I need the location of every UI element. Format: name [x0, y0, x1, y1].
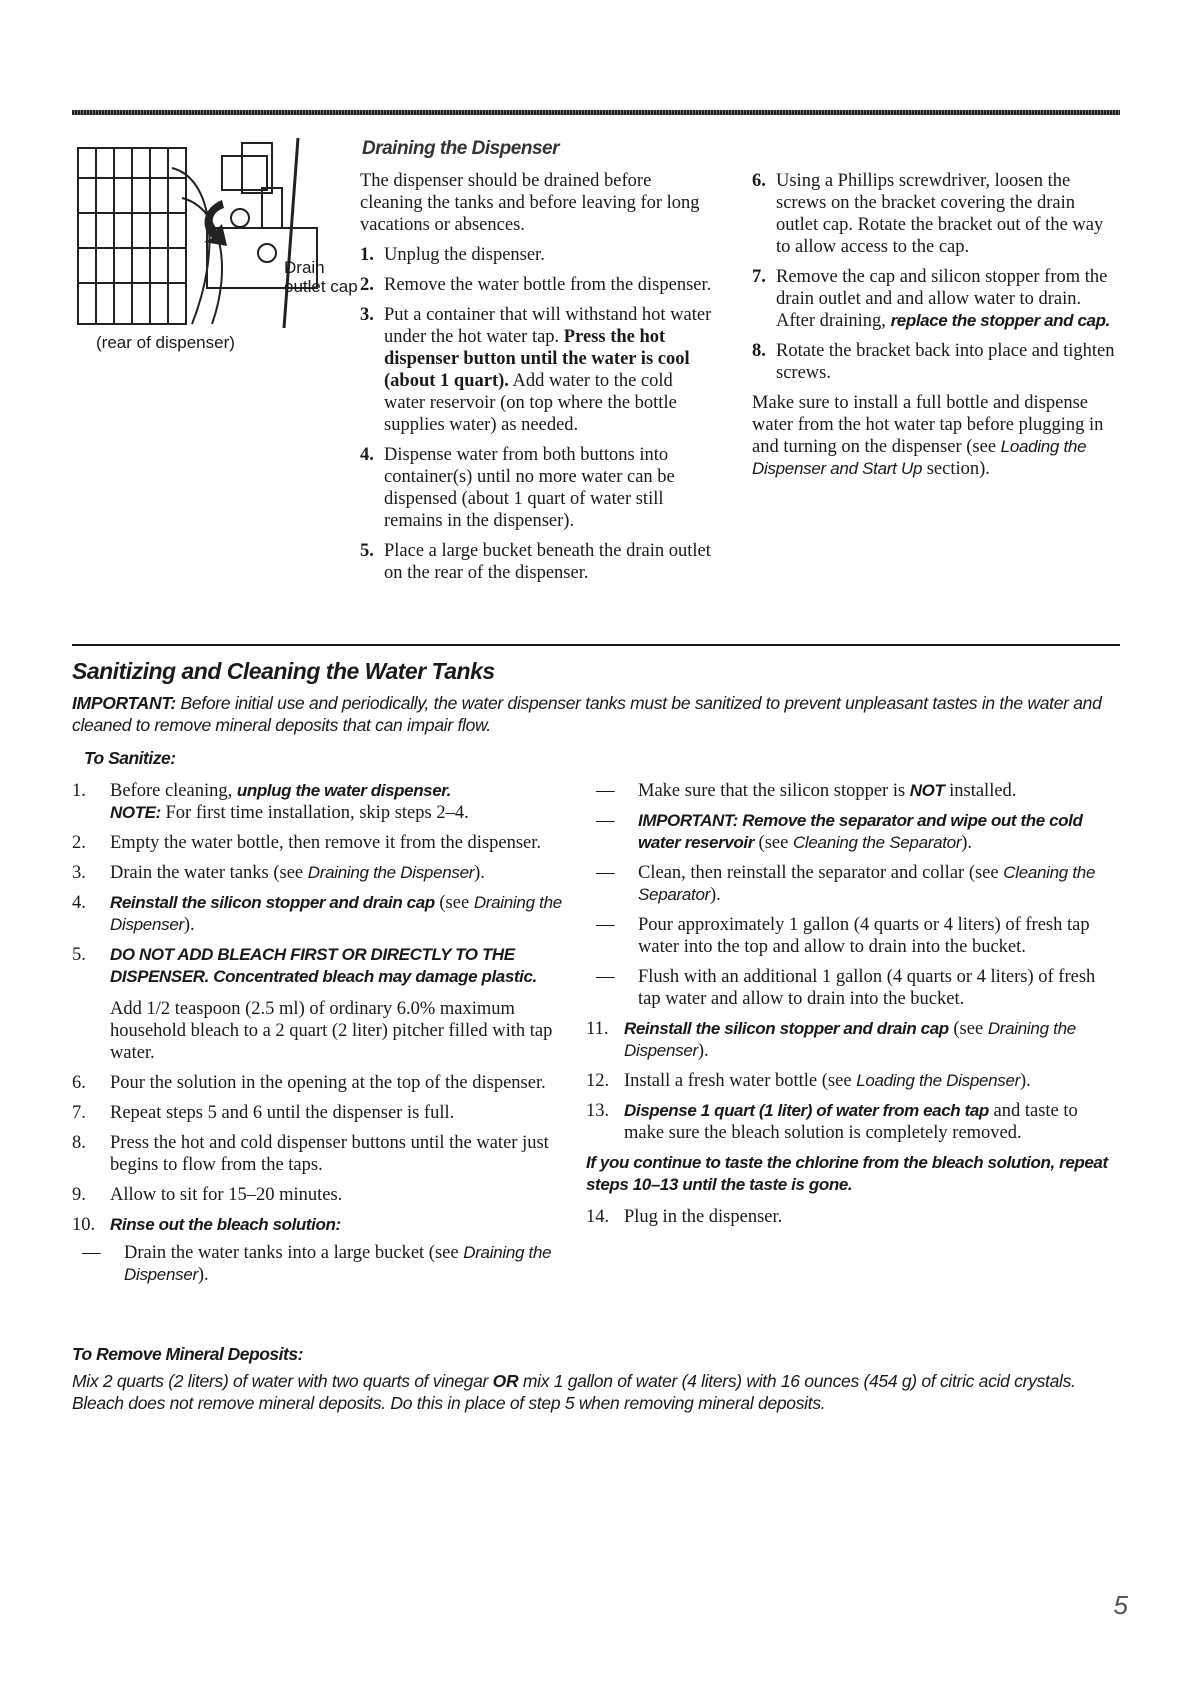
sanitize-step: 11. Reinstall the silicon stopper and drain cap (see Draining the Dispenser).	[586, 1019, 1076, 1061]
mineral-text: Mix 2 quarts (2 liters) of water with two quarts of vinegar OR mix 1 gallon of water (4 liters) with 16 ounces (454 g) of citric acid crystals. Bleach does not remove mineral deposits. Do this in place of step 5 when removing mineral deposits.	[72, 1371, 1076, 1413]
to-sanitize-heading: To Sanitize:	[84, 748, 176, 768]
draining-step: 7. Remove the cap and silicon stopper from the drain outlet and and allow water to drain. After draining, replace the stopper and cap.	[752, 267, 1110, 331]
sanitize-step: 1. Before cleaning, unplug the water dispenser. NOTE: For first time installation, skip steps 2–4.	[72, 781, 469, 823]
rinse-substep: — IMPORTANT: Remove the separator and wipe out the cold water reservoir (see Cleaning the Separator).	[596, 811, 1083, 853]
sanitize-step: 5. DO NOT ADD BLEACH FIRST OR DIRECTLY TO THE DISPENSER. Concentrated bleach may damage plastic. Add 1/2 teaspoon (2.5 ml) of ordinary 6.0% maximum household bleach to a 2 quart (2 liter) pitcher filled with tap water.	[72, 945, 553, 1063]
rinse-substep: — Flush with an additional 1 gallon (4 quarts or 4 liters) of fresh tap water and allow to drain into the bucket.	[596, 967, 1096, 1009]
sanitize-step: 14. Plug in the dispenser.	[586, 1207, 783, 1227]
sanitize-step: 2. Empty the water bottle, then remove it from the dispenser.	[72, 833, 542, 853]
sanitize-step: 10. Rinse out the bleach solution:	[72, 1215, 341, 1235]
top-divider	[72, 110, 1120, 115]
rinse-substep: — Drain the water tanks into a large bucket (see Draining the Dispenser).	[82, 1243, 552, 1285]
important-notice: IMPORTANT: Before initial use and periodically, the water dispenser tanks must be sanitized to prevent unpleasant tastes in the water and cleaned to remove mineral deposits that can impair flow.	[72, 693, 1102, 735]
sanitize-step: 12. Install a fresh water bottle (see Loading the Dispenser).	[586, 1071, 1031, 1091]
sanitize-step: 3. Drain the water tanks (see Draining the Dispenser).	[72, 863, 485, 883]
mineral-heading: To Remove Mineral Deposits:	[72, 1344, 303, 1364]
draining-step: 5. Place a large bucket beneath the drain outlet on the rear of the dispenser.	[360, 541, 711, 583]
chlorine-warning: If you continue to taste the chlorine from the bleach solution, repeat steps 10–13 until the taste is gone.	[586, 1153, 1108, 1194]
rinse-substep: — Make sure that the silicon stopper is NOT installed.	[596, 781, 1017, 801]
draining-intro: The dispenser should be drained before cleaning the tanks and before leaving for long vacations or absences.	[360, 171, 700, 235]
sanitize-step: 13. Dispense 1 quart (1 liter) of water from each tap and taste to make sure the bleach solution is completely removed.	[586, 1101, 1078, 1143]
sanitize-step: 9. Allow to sit for 15–20 minutes.	[72, 1185, 343, 1205]
drain-label-line2: outlet cap	[284, 277, 358, 296]
draining-closing: Make sure to install a full bottle and dispense water from the hot water tap before plugging in and turning on the dispenser (see Loading the Dispenser and Start Up section).	[752, 393, 1104, 479]
section-divider	[72, 644, 1120, 646]
rinse-substep: — Pour approximately 1 gallon (4 quarts or 4 liters) of fresh tap water into the top and allow to drain into the bucket.	[596, 915, 1090, 957]
draining-heading: Draining the Dispenser	[362, 138, 559, 159]
sanitize-column-left	[72, 780, 592, 1294]
draining-step: 1. Unplug the dispenser.	[360, 245, 545, 265]
rinse-substep: — Clean, then reinstall the separator and collar (see Cleaning the Separator).	[596, 863, 1096, 905]
draining-step: 3. Put a container that will withstand hot water under the hot water tap. Press the hot dispenser button until the water is cool (about 1 quart). Add water to the cold water reservoir (on top where the bottle supplies water) as needed.	[360, 305, 712, 435]
illustration-caption: (rear of dispenser)	[96, 333, 235, 352]
draining-column-left	[360, 170, 712, 592]
draining-step: 2. Remove the water bottle from the dispenser.	[360, 275, 712, 295]
draining-step: 8. Rotate the bracket back into place and tighten screws.	[752, 341, 1115, 383]
draining-step: 4. Dispense water from both buttons into container(s) until no more water can be dispensed (about 1 quart of water still remains in the dispenser).	[360, 445, 675, 531]
sanitize-step: 4. Reinstall the silicon stopper and drain cap (see Draining the Dispenser).	[72, 893, 562, 935]
draining-step: 6. Using a Phillips screwdriver, loosen the screws on the bracket covering the drain outlet cap. Rotate the bracket out of the way to allow access to the cap.	[752, 171, 1104, 257]
sanitize-step: 6. Pour the solution in the opening at the top of the dispenser.	[72, 1073, 546, 1093]
draining-column-right	[752, 170, 1120, 480]
page-number: 5	[1113, 1590, 1128, 1620]
drain-outlet-label	[284, 258, 358, 296]
sanitize-column-right	[586, 780, 1120, 1236]
sanitizing-heading: Sanitizing and Cleaning the Water Tanks	[72, 658, 495, 684]
sanitize-step: 7. Repeat steps 5 and 6 until the dispenser is full.	[72, 1103, 455, 1123]
drain-label-line1: Drain	[284, 258, 325, 277]
dispenser-rear-illustration	[72, 138, 342, 328]
sanitize-step: 8. Press the hot and cold dispenser buttons until the water just begins to flow from the taps.	[72, 1133, 549, 1175]
